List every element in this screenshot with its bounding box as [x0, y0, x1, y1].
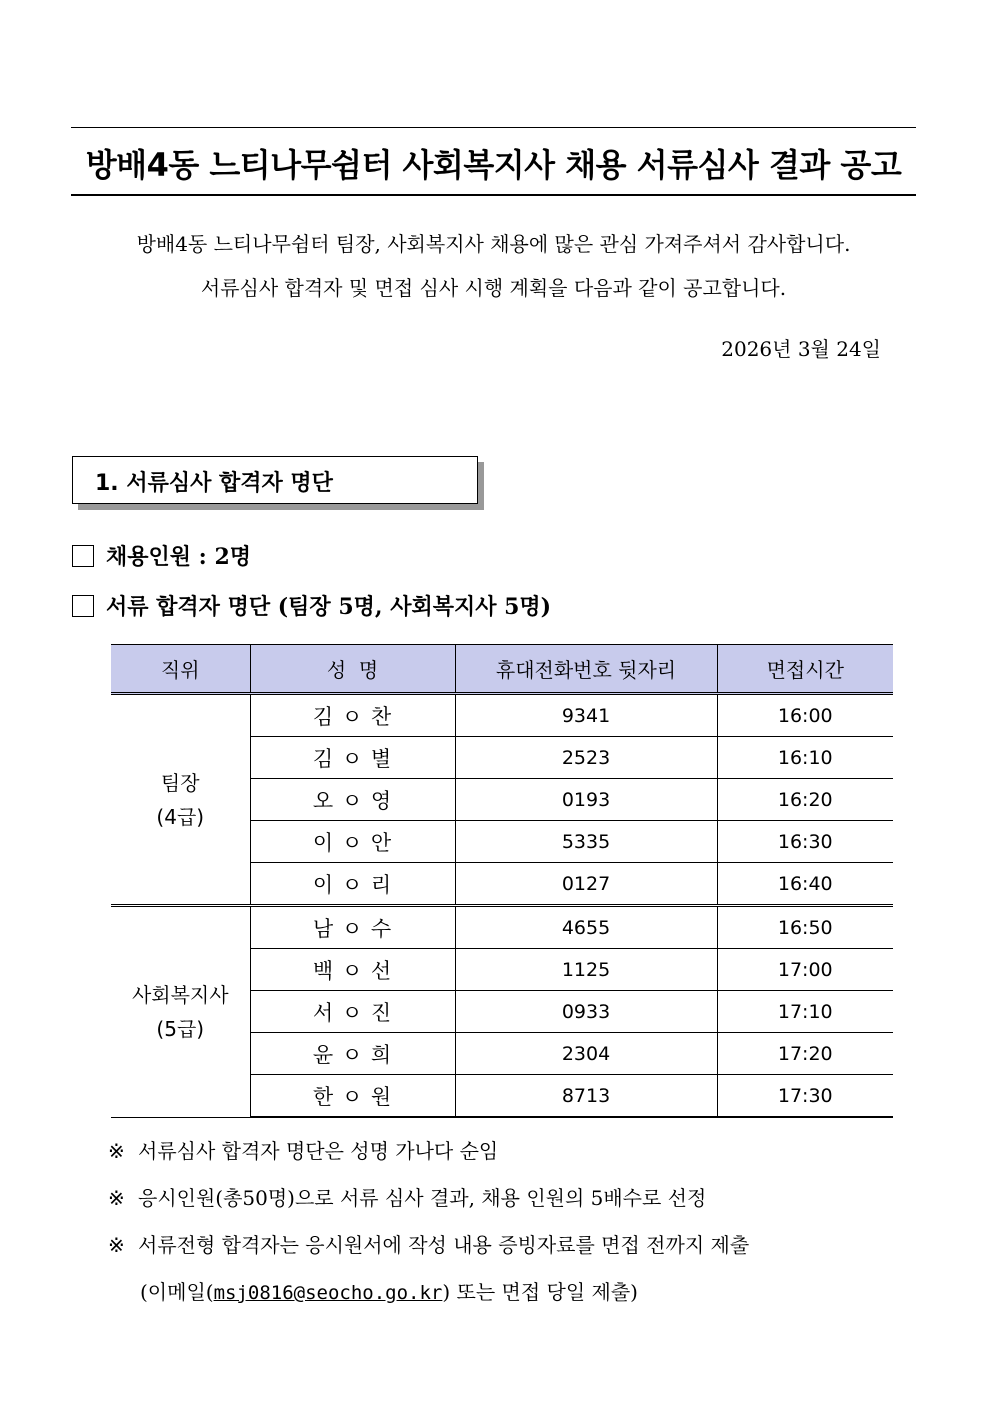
name-cell: 김 ㅇ 별	[250, 737, 455, 779]
position-label: 사회복지사	[131, 982, 229, 1007]
phone-cell: 0193	[455, 779, 717, 821]
check-item-passers	[72, 590, 551, 621]
grade-label: (5급)	[156, 1016, 205, 1041]
note-2	[108, 1182, 706, 1211]
note-3	[108, 1229, 749, 1258]
phone-cell: 0127	[455, 863, 717, 906]
title-bottom-rule	[71, 194, 916, 196]
note-text-prefix: (이메일(	[140, 1280, 214, 1304]
email-link[interactable]: msj0816@seocho.go.kr	[213, 1282, 443, 1304]
phone-cell: 9341	[455, 694, 717, 737]
time-cell: 16:20	[717, 779, 893, 821]
reference-mark-icon: ※	[108, 1233, 125, 1257]
intro-line-1: 방배4동 느티나무쉼터 팀장, 사회복지사 채용에 많은 관심 가져주셔서 감사합니다.	[136, 232, 851, 256]
passers-table	[111, 644, 893, 1118]
title-top-rule	[71, 127, 916, 128]
time-cell: 16:30	[717, 821, 893, 863]
position-cell	[111, 906, 250, 1118]
note-3-continuation	[140, 1276, 638, 1305]
time-cell: 17:30	[717, 1075, 893, 1118]
name-cell: 서 ㅇ 진	[250, 991, 455, 1033]
position-label: 팀장	[160, 770, 200, 795]
time-cell: 16:40	[717, 863, 893, 906]
checkbox-square-icon	[72, 545, 94, 567]
time-cell: 17:10	[717, 991, 893, 1033]
header-position: 직위	[111, 645, 250, 694]
phone-cell: 2304	[455, 1033, 717, 1075]
name-cell: 남 ㅇ 수	[250, 906, 455, 949]
time-cell: 16:10	[717, 737, 893, 779]
time-cell: 16:50	[717, 906, 893, 949]
section-title: 1. 서류심사 합격자 명단	[95, 471, 333, 496]
phone-cell: 0933	[455, 991, 717, 1033]
notice-date: 2026년 3월 24일	[721, 337, 881, 361]
phone-cell: 5335	[455, 821, 717, 863]
grade-label: (4급)	[156, 804, 205, 829]
check-item-headcount	[72, 540, 251, 571]
time-cell: 16:00	[717, 694, 893, 737]
header-phone: 휴대전화번호 뒷자리	[455, 645, 717, 694]
table-row	[111, 694, 893, 737]
phone-cell: 8713	[455, 1075, 717, 1118]
header-interview-time: 면접시간	[717, 645, 893, 694]
time-cell: 17:20	[717, 1033, 893, 1075]
reference-mark-icon: ※	[108, 1186, 125, 1210]
name-cell: 김 ㅇ 찬	[250, 694, 455, 737]
note-text: 서류심사 합격자 명단은 성명 가나다 순임	[138, 1139, 499, 1163]
name-cell: 윤 ㅇ 희	[250, 1033, 455, 1075]
phone-cell: 1125	[455, 949, 717, 991]
check-item-label: 채용인원 : 2명	[106, 544, 252, 570]
name-cell: 한 ㅇ 원	[250, 1075, 455, 1118]
name-cell: 이 ㅇ 안	[250, 821, 455, 863]
check-item-label: 서류 합격자 명단 (팀장 5명, 사회복지사 5명)	[106, 594, 552, 620]
reference-mark-icon: ※	[108, 1139, 125, 1163]
table-header-row	[111, 645, 893, 694]
name-cell: 백 ㅇ 선	[250, 949, 455, 991]
note-text: 서류전형 합격자는 응시원서에 작성 내용 증빙자료를 면접 전까지 제출	[138, 1233, 750, 1257]
checkbox-square-icon	[72, 595, 94, 617]
time-cell: 17:00	[717, 949, 893, 991]
intro-line-2: 서류심사 합격자 및 면접 심사 시행 계획을 다음과 같이 공고합니다.	[200, 276, 787, 300]
note-text: 응시인원(총50명)으로 서류 심사 결과, 채용 인원의 5배수로 선정	[138, 1186, 707, 1210]
name-cell: 이 ㅇ 리	[250, 863, 455, 906]
note-text-suffix: ) 또는 면접 당일 제출)	[442, 1280, 638, 1304]
phone-cell: 2523	[455, 737, 717, 779]
page-title: 방배4동 느티나무쉼터 사회복지사 채용 서류심사 결과 공고	[85, 146, 902, 184]
table-row	[111, 906, 893, 949]
name-cell: 오 ㅇ 영	[250, 779, 455, 821]
section-heading-box	[72, 456, 478, 504]
position-cell	[111, 694, 250, 906]
header-name: 성 명	[250, 645, 455, 694]
phone-cell: 4655	[455, 906, 717, 949]
note-1	[108, 1135, 498, 1164]
